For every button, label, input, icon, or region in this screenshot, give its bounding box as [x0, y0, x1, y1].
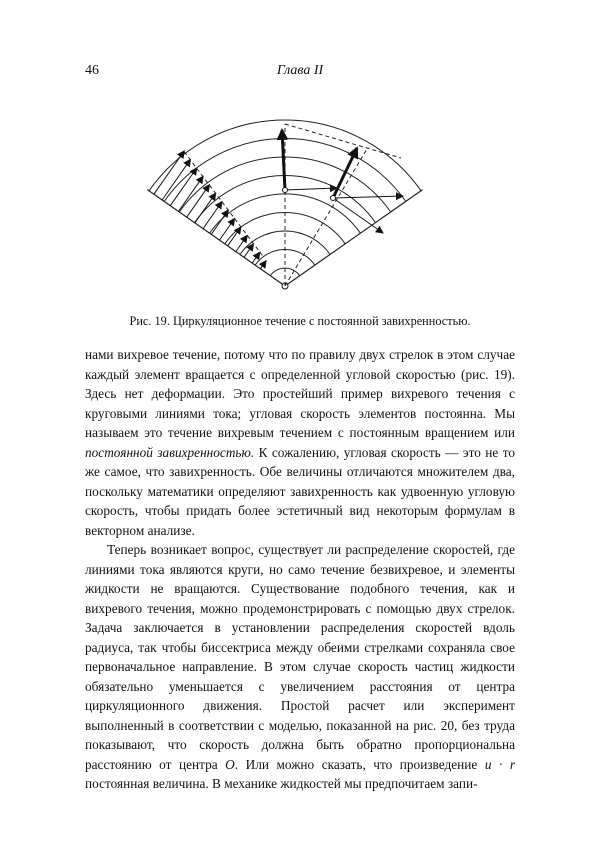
paragraph-text: . Или можно сказать, что произведение — [234, 756, 485, 772]
velocity-arrow — [187, 185, 210, 218]
radial-arrow-thin — [333, 196, 403, 198]
velocity-profile-arrows — [154, 150, 266, 269]
running-head: Глава II — [276, 63, 324, 78]
radial-boundary-line — [147, 190, 285, 286]
velocity-arrow — [260, 261, 266, 269]
radial-boundary-line — [285, 190, 423, 286]
element-point — [283, 188, 288, 193]
dashed-radius-line — [285, 149, 367, 286]
paragraph — [85, 540, 515, 794]
emphasized-term: постоянной завихренностью. — [85, 444, 255, 460]
paragraph-text: нами вихревое течение, потому что по правилу двух стрелок в этом случае каждый элемент вращается с определенной угловой скоростью (рис. 19). Здесь нет деформации. Это простейший пример вихревого течения с круговыми линиями тока; угловая скорость элементов постоянна. Мы называем это течение вихревым течением с постоянным вращением или — [85, 347, 515, 440]
math-product: u · r — [484, 756, 515, 772]
velocity-arrow — [195, 193, 216, 223]
page-number: 46 — [85, 63, 99, 78]
velocity-envelope-line — [183, 150, 263, 256]
element-point — [331, 196, 336, 201]
radial-arrow-thin — [285, 188, 337, 190]
tangential-arrow-thick — [333, 148, 357, 198]
velocity-arrow — [220, 219, 235, 241]
velocity-arrow — [236, 235, 247, 251]
paragraph — [85, 345, 515, 540]
paragraph-text: постоянная величина. В механике жидкостей мы предпочитаем запи- — [85, 776, 478, 791]
velocity-arrow — [203, 202, 222, 229]
velocity-arrow — [170, 168, 197, 206]
velocity-arrow — [162, 159, 190, 200]
velocity-arrow — [154, 151, 184, 194]
figure-19 — [85, 100, 515, 300]
body-text — [85, 345, 515, 794]
velocity-arrow — [244, 244, 254, 257]
figure-caption: Рис. 19. Циркуляционное течение с постоянной завихренностью. — [129, 314, 471, 328]
page-header — [85, 63, 515, 83]
paragraph-text: К сожалению, угловая скорость — это не то же самое, что завихренность. Обе величины отличаются множителем два, поскольку математики определяют завихренность как удвоенную угловую скорость, чтобы придать более эстетичный вид некоторым формулам в векторном анализе. — [85, 444, 515, 538]
math-symbol-o: O — [225, 756, 235, 772]
circulation-flow-diagram — [85, 100, 515, 300]
velocity-arrow — [179, 176, 204, 211]
velocity-arrow — [228, 227, 241, 246]
paragraph-text: Теперь возникает вопрос, существует ли распределение скоростей, где линиями тока являются круги, но само течение безвихревое, и элементы жидкости не вращаются. Существование подобного течения, как и вихревого течения, можно продемонстрировать с помощью двух стрелок. Задача заключается в установлении распределения скоростей вдоль радиуса, так чтобы биссектриса между обеими стрелками сохраняла свое первоначальное направление. В этом случае скорость частиц жидкости обязательно уменьшается с увеличением расстояния от центра циркуляционного движения. Простой расчет или эксперимент выполненный в соответствии с моделью, показанной на рис. 20, без труда показывают, что скорость должна быть обратно пропорциональна расстоянию от центра — [85, 542, 515, 772]
